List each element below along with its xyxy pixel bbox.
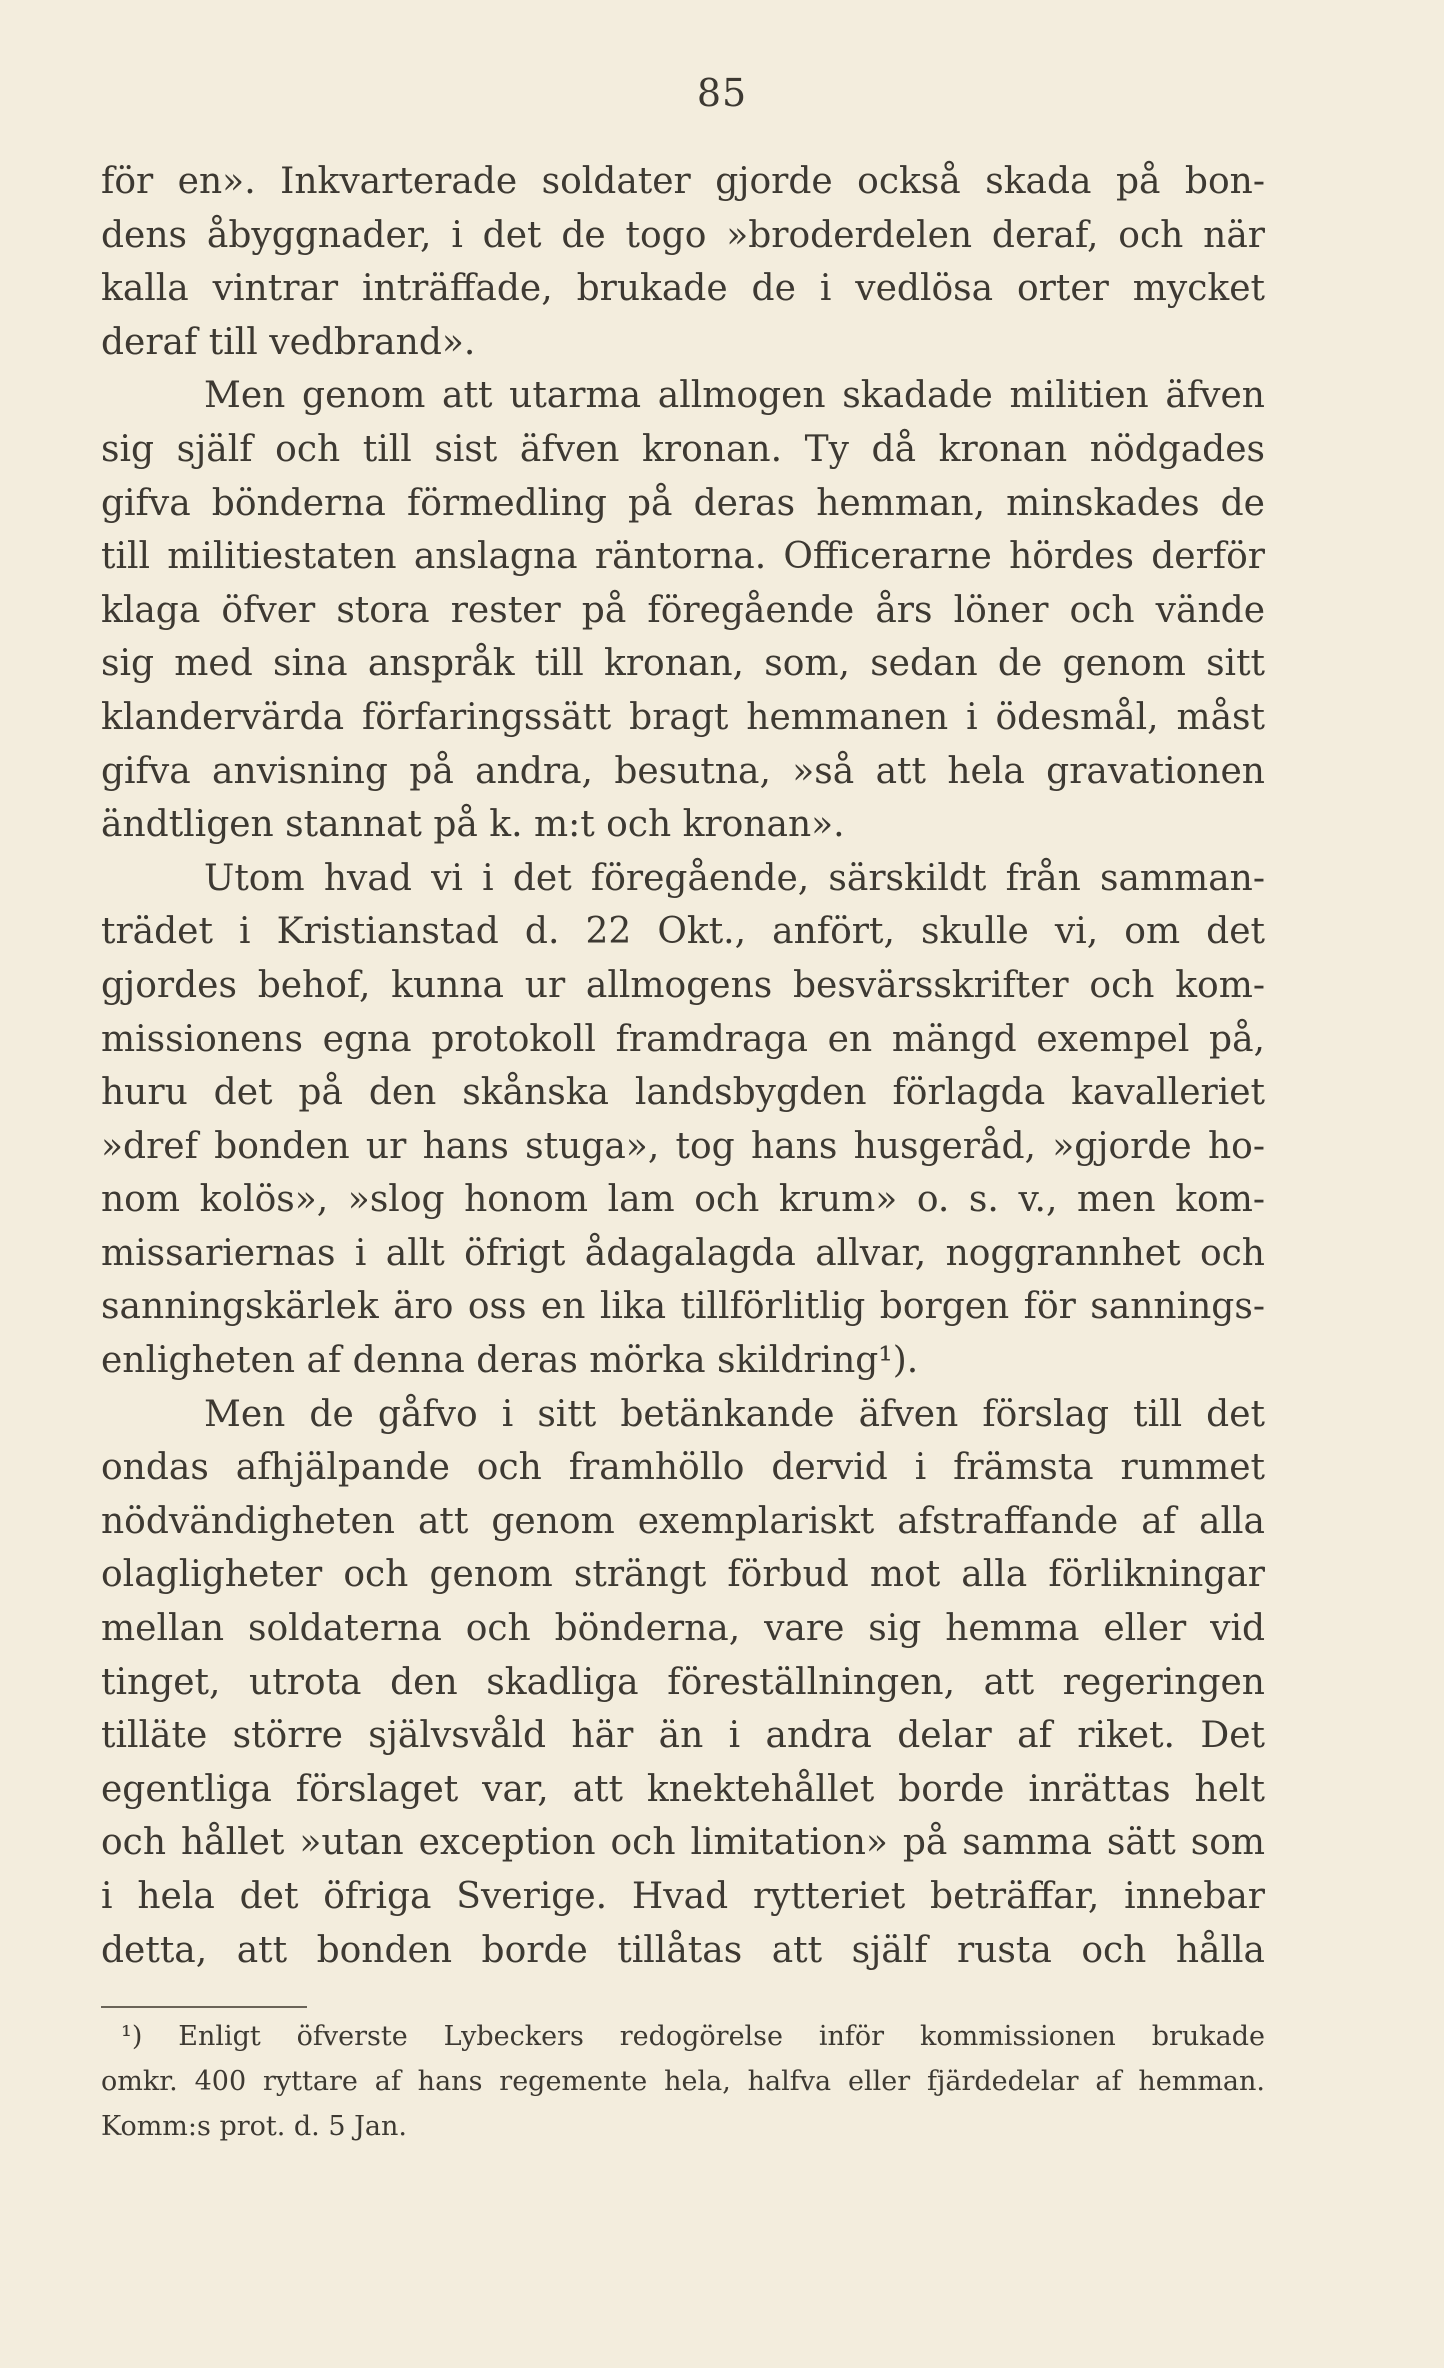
footnote-line: Komm:s prot. d. 5 Jan.: [101, 2111, 408, 2142]
text-line: enligheten af denna deras mörka skildring¹).: [101, 1340, 919, 1382]
text-line: olagligheter och genom strängt förbud mot alla förlikningar: [101, 1554, 1265, 1596]
text-line: för en». Inkvarterade soldater gjorde också skada på bon-: [101, 161, 1265, 202]
text-line: mellan soldaterna och bönderna, vare sig hemma eller vid: [101, 1608, 1265, 1650]
body-text: [101, 155, 1265, 1977]
text-line: nödvändigheten att genom exemplariskt afstraffande af alla: [101, 1500, 1265, 1542]
text-line: tilläte större självsvåld här än i andra delar af riket. Det: [101, 1715, 1265, 1757]
text-line: missionens egna protokoll framdraga en mängd exempel på,: [101, 1018, 1265, 1060]
text-line: sig själf och till sist äfven kronan. Ty då kronan nödgades: [101, 428, 1265, 470]
text-line: nom kolös», »slog honom lam och krum» o. s. v., men kom-: [101, 1179, 1265, 1221]
text-line: huru det på den skånska landsbygden förlagda kavalleriet: [101, 1072, 1265, 1114]
text-line: Utom hvad vi i det föregående, särskildt från samman-: [204, 857, 1265, 899]
footnote-line: ¹) Enligt öfverste Lybeckers redogörelse inför kommissionen brukade: [121, 2021, 1265, 2052]
footnote-line: omkr. 400 ryttare af hans regemente hela, halfva eller fjärdedelar af hemman.: [101, 2066, 1265, 2097]
text-line: ändtligen stannat på k. m:t och kronan».: [101, 804, 845, 846]
text-line: dens åbyggnader, i det de togo »broderdelen deraf, och när: [101, 214, 1265, 256]
text-line: sanningskärlek äro oss en lika tillförlitlig borgen för sannings-: [101, 1286, 1265, 1328]
text-line: gjordes behof, kunna ur allmogens besvärsskrifter och kom-: [101, 964, 1265, 1006]
text-line: missariernas i allt öfrigt ådagalagda allvar, noggrannhet och: [101, 1232, 1265, 1274]
text-line: tinget, utrota den skadliga föreställningen, att regeringen: [101, 1661, 1265, 1703]
text-line: Men genom att utarma allmogen skadade militien äfven: [204, 375, 1265, 417]
text-line: detta, att bonden borde tillåtas att själf rusta och hålla: [101, 1929, 1265, 1971]
text-line: gifva anvisning på andra, besutna, »så att hela gravationen: [101, 750, 1265, 792]
text-line: till militiestaten anslagna räntorna. Officerarne hördes derför: [101, 536, 1265, 578]
text-line: deraf till vedbrand».: [101, 321, 476, 363]
footnotes: [101, 2014, 1265, 2149]
text-line: kalla vintrar inträffade, brukade de i vedlösa orter mycket: [101, 268, 1265, 310]
text-line: egentliga förslaget var, att knektehållet borde inrättas helt: [101, 1768, 1265, 1810]
text-line: Men de gåfvo i sitt betänkande äfven förslag till det: [204, 1393, 1265, 1435]
text-line: trädet i Kristianstad d. 22 Okt., anfört, skulle vi, om det: [101, 911, 1265, 953]
text-line: i hela det öfriga Sverige. Hvad rytteriet beträffar, innebar: [101, 1876, 1265, 1917]
text-line: ondas afhjälpande och framhöllo dervid i främsta rummet: [101, 1447, 1265, 1489]
text-line: och hållet »utan exception och limitation» på samma sätt som: [101, 1822, 1265, 1864]
text-line: klaga öfver stora rester på föregående års löner och vände: [101, 589, 1265, 631]
text-line: sig med sina anspråk till kronan, som, sedan de genom sitt: [101, 643, 1265, 685]
text-line: klandervärda förfaringssätt bragt hemmanen i ödesmål, måst: [101, 696, 1265, 738]
text-line: »dref bonden ur hans stuga», tog hans husgeråd, »gjorde ho-: [101, 1125, 1265, 1167]
page-number: 85: [696, 71, 748, 115]
text-line: gifva bönderna förmedling på deras hemman, minskades de: [101, 482, 1265, 524]
footnote-divider: [101, 2006, 307, 2008]
